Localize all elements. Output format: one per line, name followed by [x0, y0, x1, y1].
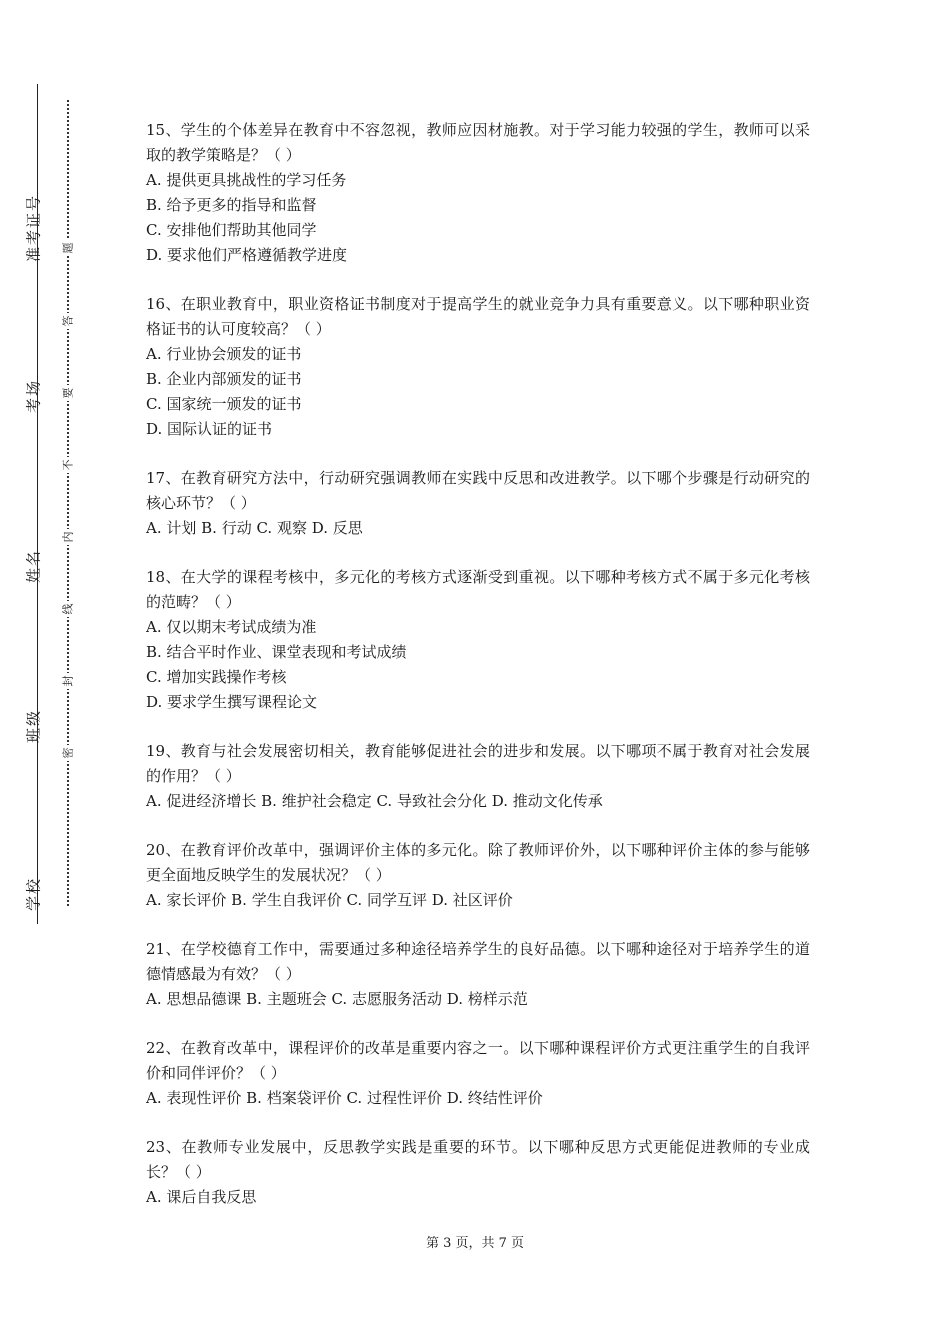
- field-label: 准考证号: [24, 193, 43, 263]
- question-21: [146, 937, 810, 1012]
- options-inline: A. 思想品德课 B. 主题班会 C. 志愿服务活动 D. 榜样示范: [146, 990, 528, 1008]
- options-inline: A. 家长评价 B. 学生自我评价 C. 同学互评 D. 社区评价: [146, 891, 513, 909]
- field-name: [20, 426, 46, 596]
- field-class: [20, 596, 46, 756]
- field-label: 考场: [24, 378, 43, 414]
- question-22: [146, 1036, 810, 1111]
- question-stem: 15、学生的个体差异在教育中不容忽视，教师应因材施教。对于学习能力较强的学生，教师可以采取的教学策略是？（ ）: [146, 121, 810, 164]
- question-stem: 20、在教育评价改革中，强调评价主体的多元化。除了教师评价外，以下哪种评价主体的参与能够更全面地反映学生的发展状况？（ ）: [146, 841, 810, 884]
- seal-char: 线: [60, 601, 76, 617]
- option-b: B. 结合平时作业、课堂表现和考试成绩: [146, 643, 407, 661]
- option-b: B. 给予更多的指导和监督: [146, 196, 317, 214]
- option-a: A. 课后自我反思: [146, 1188, 257, 1206]
- option-d: D. 要求学生撰写课程论文: [146, 693, 318, 711]
- field-label: 学校: [24, 876, 43, 912]
- question-stem: 21、在学校德育工作中，需要通过多种途径培养学生的良好品德。以下哪种途径对于培养学生的道德情感最为有效？（ ）: [146, 940, 810, 983]
- question-18: [146, 565, 810, 715]
- seal-dotted-line: [67, 100, 69, 906]
- options-inline: A. 表现性评价 B. 档案袋评价 C. 过程性评价 D. 终结性评价: [146, 1089, 543, 1107]
- binding-margin: [20, 84, 46, 924]
- question-15: [146, 118, 810, 268]
- question-20: [146, 838, 810, 913]
- question-list: [146, 118, 810, 1210]
- question-16: [146, 292, 810, 442]
- option-c: C. 增加实践操作考核: [146, 668, 287, 686]
- seal-char: 要: [60, 385, 76, 401]
- seal-char: 题: [60, 240, 76, 256]
- question-stem: 16、在职业教育中，职业资格证书制度对于提高学生的就业竞争力具有重要意义。以下哪种职业资格证书的认可度较高？（ ）: [146, 295, 810, 338]
- options-inline: A. 计划 B. 行动 C. 观察 D. 反思: [146, 519, 363, 537]
- option-d: D. 国际认证的证书: [146, 420, 273, 438]
- seal-char: 内: [60, 529, 76, 545]
- question-19: [146, 739, 810, 814]
- seal-char: 密: [60, 745, 76, 761]
- option-d: D. 要求他们严格遵循教学进度: [146, 246, 348, 264]
- option-a: A. 行业协会颁发的证书: [146, 345, 302, 363]
- question-23: [146, 1135, 810, 1210]
- field-admission-number: [20, 84, 46, 263]
- question-stem: 18、在大学的课程考核中，多元化的考核方式逐渐受到重视。以下哪种考核方式不属于多元化考核的范畴？（ ）: [146, 568, 810, 611]
- options-inline: A. 促进经济增长 B. 维护社会稳定 C. 导致社会分化 D. 推动文化传承: [146, 792, 603, 810]
- seal-char: 不: [60, 457, 76, 473]
- field-label: 班级: [24, 708, 43, 744]
- option-b: B. 企业内部颁发的证书: [146, 370, 302, 388]
- question-stem: 19、教育与社会发展密切相关，教育能够促进社会的进步和发展。以下哪项不属于教育对社会发展的作用？（ ）: [146, 742, 810, 785]
- option-c: C. 安排他们帮助其他同学: [146, 221, 317, 239]
- seal-char: 答: [60, 313, 76, 329]
- option-a: A. 仅以期末考试成绩为准: [146, 618, 317, 636]
- field-exam-room: [20, 258, 46, 426]
- question-stem: 17、在教育研究方法中，行动研究强调教师在实践中反思和改进教学。以下哪个步骤是行动研究的核心环节？（ ）: [146, 469, 810, 512]
- field-label: 姓名: [24, 548, 43, 584]
- option-a: A. 提供更具挑战性的学习任务: [146, 171, 347, 189]
- question-stem: 23、在教师专业发展中，反思教学实践是重要的环节。以下哪种反思方式更能促进教师的专业成长？（ ）: [146, 1138, 810, 1181]
- page-number: 第 3 页，共 7 页: [425, 1236, 525, 1251]
- field-school: [20, 756, 46, 924]
- seal-char: 封: [60, 673, 76, 689]
- option-c: C. 国家统一颁发的证书: [146, 395, 302, 413]
- question-17: [146, 466, 810, 541]
- question-stem: 22、在教育改革中，课程评价的改革是重要内容之一。以下哪种课程评价方式更注重学生的自我评价和同伴评价？（ ）: [146, 1039, 810, 1082]
